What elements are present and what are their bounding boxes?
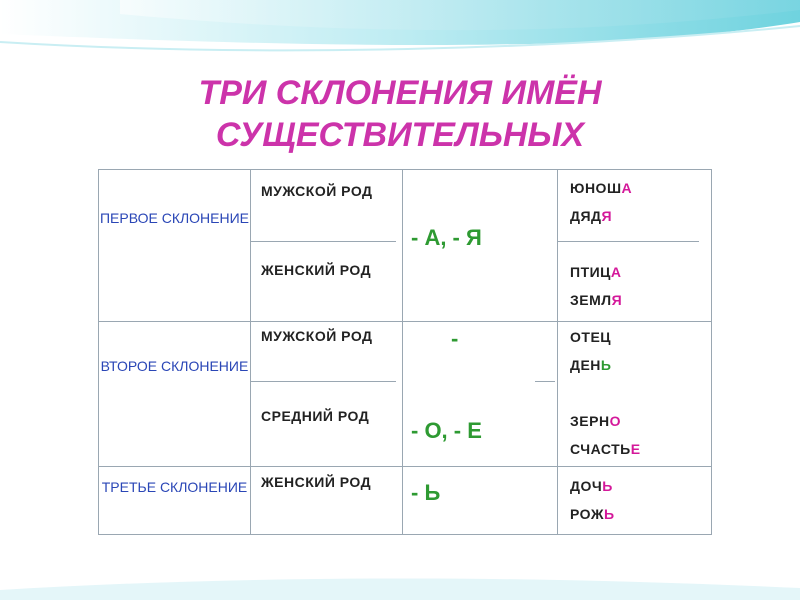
second-declension-label: ВТОРОЕ СКЛОНЕНИЕ — [100, 358, 249, 374]
example-group-first-fem — [570, 258, 622, 314]
example-group-second-neut — [570, 407, 641, 463]
first-declension-label: ПЕРВОЕ СКЛОНЕНИЕ — [99, 210, 250, 226]
example-word: ЮНОША — [570, 180, 633, 196]
page-title — [0, 72, 800, 156]
subrow-divider — [251, 381, 396, 382]
ending-second-masc: - — [451, 326, 459, 351]
example-word: ДЯДЯ — [570, 208, 613, 224]
gender-first-fem: ЖЕНСКИЙ РОД — [261, 262, 372, 278]
example-word: РОЖЬ — [570, 506, 615, 522]
ending-third: - Ь — [411, 480, 441, 505]
example-word: ДЕНЬ — [570, 357, 612, 373]
example-word: ДОЧЬ — [570, 478, 613, 494]
column-divider — [402, 170, 403, 534]
ending-second-neut: - О, - Е — [411, 418, 482, 443]
third-declension-label: ТРЕТЬЕ СКЛОНЕНИЕ — [101, 479, 248, 495]
title-line-1: ТРИ СКЛОНЕНИЯ ИМЁН — [198, 74, 602, 112]
example-group-second-masc — [570, 323, 611, 379]
example-group-first-masc — [570, 174, 632, 230]
gender-second-neut: СРЕДНИЙ РОД — [261, 408, 370, 424]
title-line-2: СУЩЕСТВИТЕЛЬНЫХ — [215, 116, 585, 154]
example-word: ПТИЦА — [570, 264, 622, 280]
gender-second-masc: МУЖСКОЙ РОД — [261, 328, 373, 344]
subrow-divider — [558, 241, 699, 242]
example-group-third-fem — [570, 472, 615, 528]
subrow-divider — [535, 381, 555, 382]
declension-table — [98, 169, 712, 535]
row-divider — [99, 466, 711, 467]
row-divider — [99, 321, 711, 322]
gender-first-masc: МУЖСКОЙ РОД — [261, 183, 373, 199]
example-word: ЗЕМЛЯ — [570, 292, 623, 308]
subrow-divider — [251, 241, 396, 242]
example-word: СЧАСТЬЕ — [570, 441, 641, 457]
column-divider — [557, 170, 558, 534]
ending-first: - А, - Я — [411, 225, 482, 250]
example-word: ОТЕЦ — [570, 329, 612, 345]
column-divider — [250, 170, 251, 534]
gender-third-fem: ЖЕНСКИЙ РОД — [261, 474, 372, 490]
example-word: ЗЕРНО — [570, 413, 621, 429]
